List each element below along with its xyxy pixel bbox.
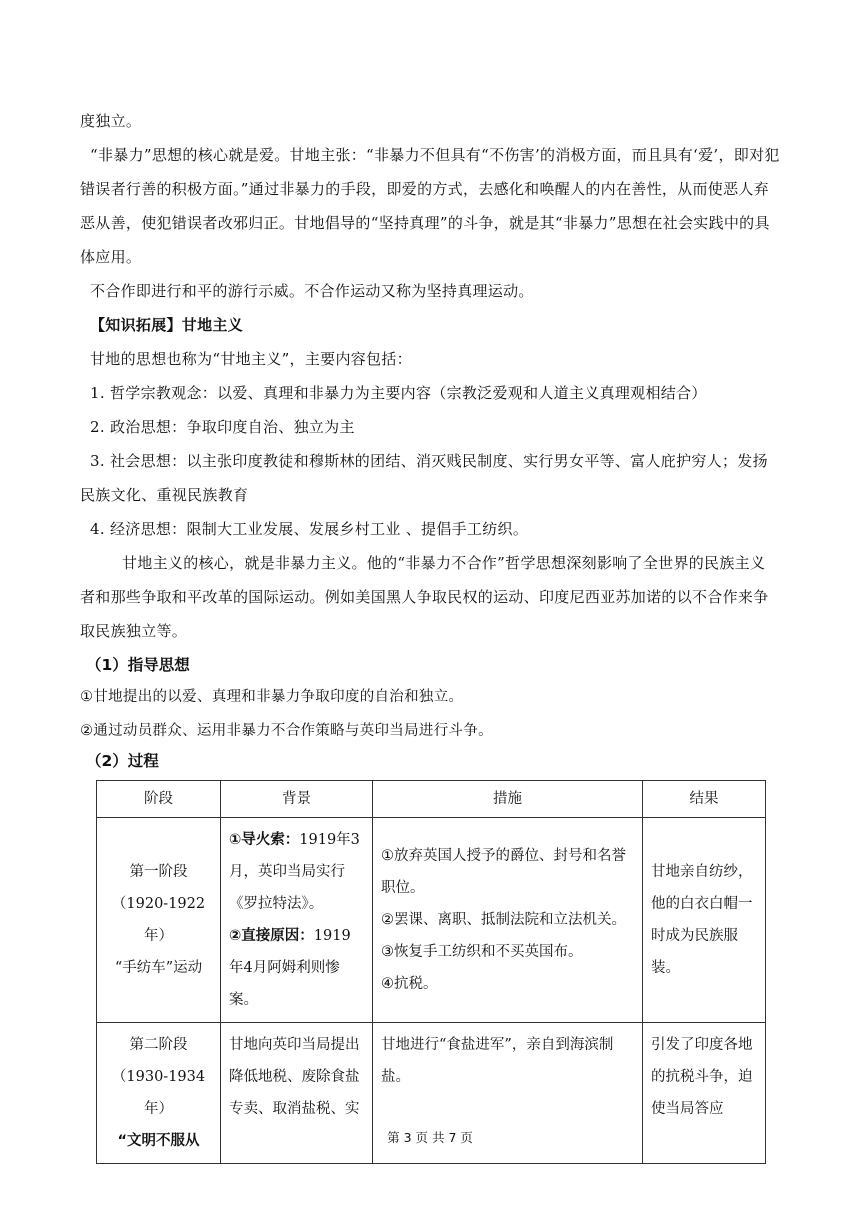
stage-name: 第一阶段 [129, 864, 188, 880]
direct-cause-text: 1919年4月阿姆利则惨案。 [229, 928, 351, 1008]
expansion-intro: 甘地的思想也称为“甘地主义”，主要内容包括： [90, 350, 412, 368]
direct-cause-label: ②直接原因： [229, 928, 314, 944]
header-background: 背景 [221, 781, 373, 818]
stage-years: （1920-1922年） [111, 896, 206, 944]
background-cell: 甘地向英印当局提出降低地税、废除食盐专卖、取消盐税、实 [221, 1023, 373, 1164]
guiding-thought-line-2: ②通过动员群众、运用非暴力不合作策略与英印当局进行斗争。 [80, 723, 493, 739]
measure-item: ①放弃英国人授予的爵位、封号和名誉职位。 [381, 848, 626, 896]
header-result: 结果 [643, 781, 766, 818]
expansion-item-4: 4. 经济思想：限制大工业发展、发展乡村工业 、提倡手工纺织。 [90, 520, 529, 538]
measures-cell: 甘地进行“食盐进军”，亲自到海滨制盐。 [373, 1023, 643, 1164]
measure-item: ④抗税。 [381, 976, 438, 992]
table-row [97, 818, 766, 1023]
result-cell: 引发了印度各地的抗税斗争，迫使当局答应 [643, 1023, 766, 1164]
stage-label: “文明不服从 [117, 1133, 200, 1149]
table-header-row [97, 781, 766, 818]
stage-cell [97, 818, 221, 1023]
expansion-item-2: 2. 政治思想：争取印度自治、独立为主 [90, 418, 355, 436]
header-measures: 措施 [373, 781, 643, 818]
page-footer: 第 3 页 共 7 页 [387, 1130, 473, 1145]
measures-cell [373, 818, 643, 1023]
result-cell: 甘地亲自纺纱，他的白衣白帽一时成为民族服装。 [643, 818, 766, 1023]
measure-item: ③恢复手工纺织和不买英国布。 [381, 944, 583, 960]
trigger-text: 1919年3月，英印当局实行《罗拉特法》。 [229, 832, 360, 912]
paragraph-continuation: 度独立。 [80, 112, 142, 130]
stage-label: “手纺车”运动 [114, 960, 203, 976]
expansion-item-3: 3. 社会思想：以主张印度教徒和穆斯林的团结、消灭贱民制度、实行男女平等、富人庇护穷人；发扬民族文化、重视民族教育 [80, 452, 768, 504]
paragraph-noncooperation: 不合作即进行和平的游行示威。不合作运动又称为坚持真理运动。 [90, 282, 534, 300]
paragraph-nonviolence-core: “非暴力”思想的核心就是爱。甘地主张：“非暴力不但具有“不伤害’的消极方面，而且具有‘爱’，即对犯错误者行善的积极方面。”通过非暴力的手段，即爱的方式，去感化和唤醒人的内在善性，从而使恶人弃恶从善，使犯错误者改邪归正。甘地倡导的“坚持真理”的斗争，就是其“非暴力”思想在社会实践中的具体应用。 [80, 146, 780, 266]
stage-years: （1930-1934年） [111, 1069, 206, 1117]
background-cell [221, 818, 373, 1023]
trigger-label: ①导火索： [229, 832, 300, 848]
section-process-heading: （2）过程 [86, 752, 159, 770]
section-guiding-thought-heading: （1）指导思想 [86, 656, 190, 674]
stage-name: 第二阶段 [129, 1037, 188, 1053]
process-table [96, 780, 766, 1164]
guiding-thought-line-1: ①甘地提出的以爱、真理和非暴力争取印度的自治和独立。 [80, 689, 464, 705]
header-stage: 阶段 [97, 781, 221, 818]
expansion-item-1: 1. 哲学宗教观念：以爱、真理和非暴力为主要内容（宗教泛爱观和人道主义真理观相结合） [90, 384, 707, 402]
knowledge-expansion-title: 【知识拓展】甘地主义 [90, 316, 244, 334]
expansion-summary: 甘地主义的核心，就是非暴力主义。他的“非暴力不合作”哲学思想深刻影响了全世界的民族主义者和那些争取和平改革的国际运动。例如美国黑人争取民权的运动、印度尼西亚苏加诺的以不合作来争取民族独立等。 [80, 554, 769, 640]
measure-item: ②罢课、离职、抵制法院和立法机关。 [381, 912, 626, 928]
